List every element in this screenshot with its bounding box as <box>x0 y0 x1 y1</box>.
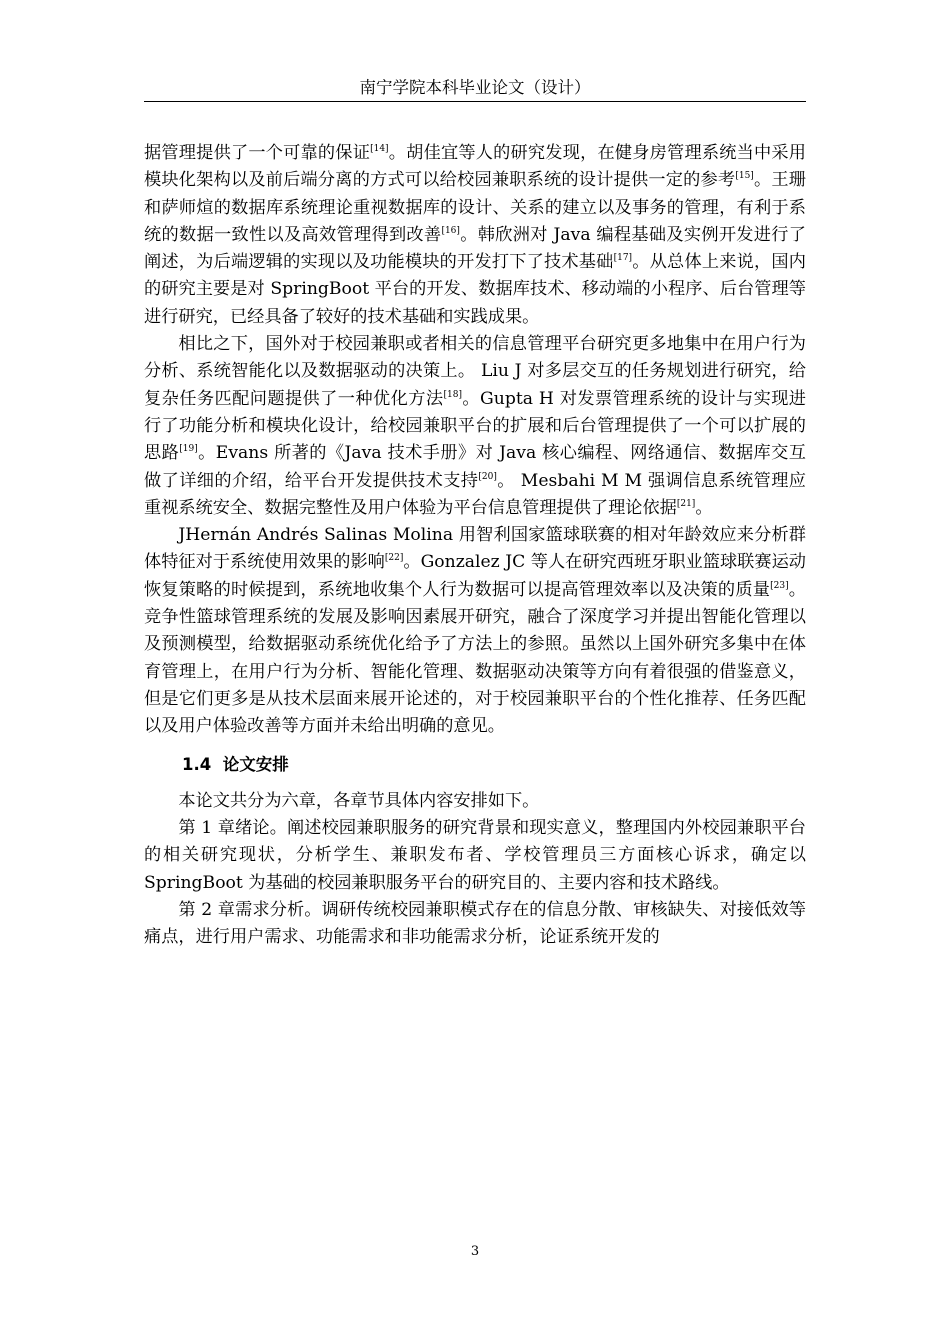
text-run: 。王珊和萨师煊的数据库系统理论重视数据库的设计、关系的建立以及事务的管理，有利于系统的数据一致性以及高效管理得到改善 <box>144 170 806 245</box>
page-number: 3 <box>470 1244 480 1259</box>
text-run: 。Gonzalez JC 等人在研究西班牙职业篮球联赛运动恢复策略的时候提到，系统地收集个人行为数据可以提高管理效率以及决策的质量 <box>144 552 806 600</box>
citation: [17] <box>613 253 633 264</box>
text-run: 。Gupta H 对发票管理系统的设计与实现进行了功能分析和模块化设计，给校园兼职平台的扩展和后台管理提供了一个可以扩展的思路 <box>144 388 806 464</box>
text-run: 据管理提供了一个可靠的保证 <box>144 143 371 163</box>
section-title: 论文安排 <box>222 754 289 774</box>
arrangement-chapter-2: 第 2 章需求分析。调研传统校园兼职模式存在的信息分散、审核缺失、对接低效等痛点，进行用户需求、功能需求和非功能需求分析，论证系统开发的 <box>144 900 806 948</box>
arrangement-intro: 本论文共分为六章，各章节具体内容安排如下。 <box>178 790 540 811</box>
citation: [20] <box>478 471 497 482</box>
page-body <box>144 140 806 952</box>
text-run: 。 <box>695 497 713 518</box>
citation: [19] <box>179 444 198 455</box>
header-rule <box>144 101 806 102</box>
text-run: 。Evans 所著的《Java 技术手册》对 Java 核心编程、网络通信、数据库交互做了详细的介绍，给平台开发提供技术支持 <box>144 443 806 491</box>
arrangement-chapter-1: 第 1 章绪论。阐述校园兼职服务的研究背景和现实意义，整理国内外校园兼职平台的相关研究现状，分析学生、兼职发布者、学校管理员三方面核心诉求，确定以 SpringBoot 为基础的校园兼职服务平台的研究目的、主要内容和技术路线。 <box>144 818 806 893</box>
text-run: 相比之下，国外对于校园兼职或者相关的信息管理平台研究更多地集中在用户行为分析、系统智能化以及数据驱动的决策上。 Liu J 对多层交互的任务规划进行研究，给复杂任务匹配问题提供了一种优化方法 <box>144 334 806 409</box>
text-run: 。从总体上来说，国内的研究主要是对 SpringBoot 平台的开发、数据库技术、移动端的小程序、后台管理等进行研究，已经具备了较好的技术基础和实践成果。 <box>144 252 806 327</box>
citation: [18] <box>443 389 462 400</box>
text-run: 。胡佳宜等人的研究发现，在健身房管理系统当中采用模块化架构以及前后端分离的方式可以给校园兼职系统的设计提供一定的参考 <box>144 143 806 191</box>
section-number: 1.4 <box>182 754 212 774</box>
text-run: 。 Mesbahi M M 强调信息系统管理应重视系统安全、数据完整性及用户体验为平台信息管理提供了理论依据 <box>144 470 806 518</box>
text-run: 。韩欣洲对 Java 编程基础及实例开发进行了阐述，为后端逻辑的实现以及功能模块的开发打下了技术基础 <box>144 224 806 273</box>
citation: [22] <box>384 553 404 564</box>
running-header: 南宁学院本科毕业论文（设计） <box>359 78 591 97</box>
citation: [21] <box>676 498 696 509</box>
paragraph-sports-research <box>144 522 806 740</box>
citation: [16] <box>441 225 460 236</box>
section-heading <box>144 751 806 778</box>
citation: [23] <box>770 580 789 591</box>
citation: [14] <box>370 144 389 154</box>
citation: [15] <box>735 171 754 182</box>
paragraph-foreign-research <box>144 331 806 522</box>
paragraph-domestic-research <box>144 140 806 331</box>
text-run: JHernán Andrés Salinas Molina 用智利国家篮球联赛的相对年龄效应来分析群体特征对于系统使用效果的影响 <box>144 525 806 573</box>
text-run: 。竞争性篮球管理系统的发展及影响因素展开研究，融合了深度学习并提出智能化管理以及预测模型，给数据驱动系统优化给予了方法上的参照。虽然以上国外研究多集中在体育管理上，在用户行为分析、智能化管理、数据驱动决策等方向有着很强的借鉴意义，但是它们更多是从技术层面来展开论述的，对于校园兼职平台的个性化推荐、任务匹配以及用户体验改善等方面并未给出明确的意见。 <box>144 579 806 737</box>
